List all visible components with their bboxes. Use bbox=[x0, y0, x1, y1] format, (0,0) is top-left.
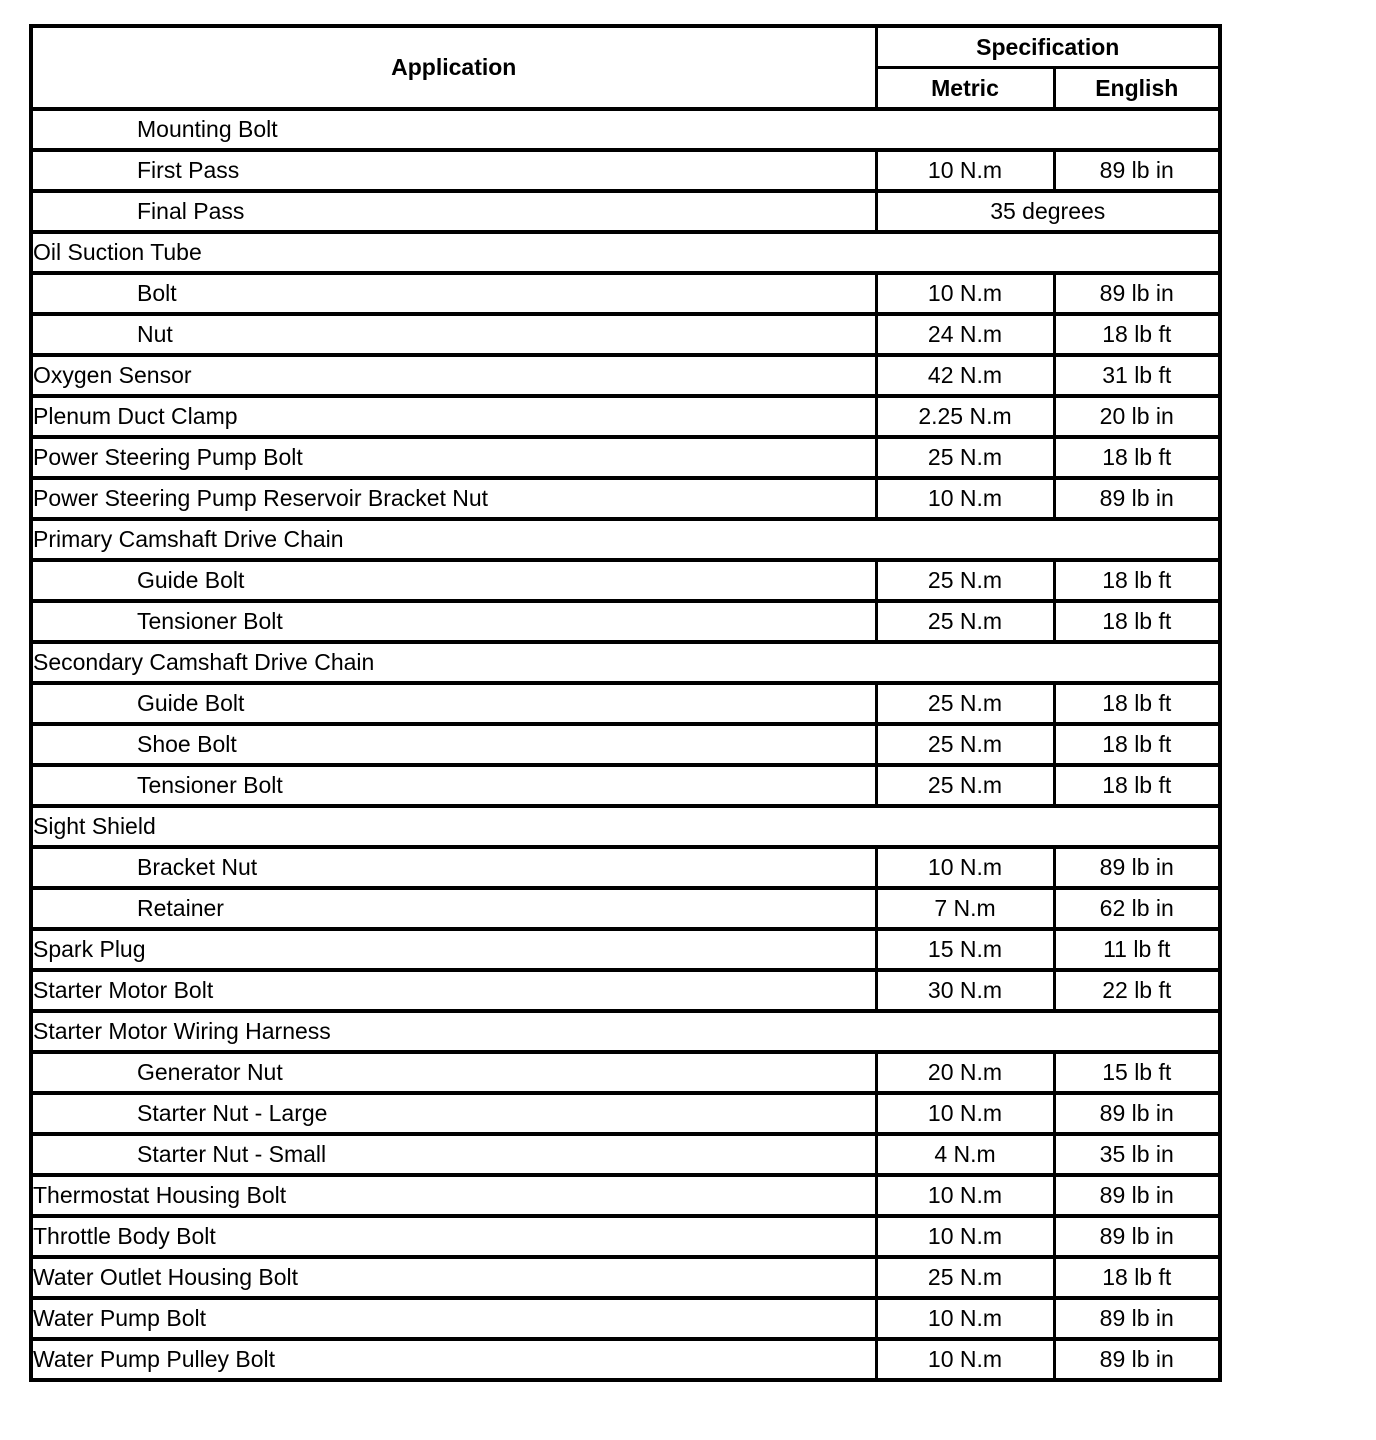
english-cell: 89 lb in bbox=[1054, 1339, 1220, 1380]
table-header bbox=[31, 26, 1220, 109]
table-row bbox=[31, 847, 1220, 888]
application-cell: Starter Motor Wiring Harness bbox=[31, 1011, 1220, 1052]
english-cell: 89 lb in bbox=[1054, 478, 1220, 519]
application-cell: Bracket Nut bbox=[31, 847, 876, 888]
english-cell: 15 lb ft bbox=[1054, 1052, 1220, 1093]
table-row bbox=[31, 724, 1220, 765]
specification-cell: 35 degrees bbox=[876, 191, 1220, 232]
metric-cell: 25 N.m bbox=[876, 560, 1054, 601]
table-row bbox=[31, 191, 1220, 232]
table-row bbox=[31, 314, 1220, 355]
table-body bbox=[31, 109, 1220, 1380]
application-cell: Generator Nut bbox=[31, 1052, 876, 1093]
application-cell: Thermostat Housing Bolt bbox=[31, 1175, 876, 1216]
table-row bbox=[31, 888, 1220, 929]
english-cell: 89 lb in bbox=[1054, 150, 1220, 191]
table-row bbox=[31, 601, 1220, 642]
metric-cell: 10 N.m bbox=[876, 478, 1054, 519]
application-cell: Oxygen Sensor bbox=[31, 355, 876, 396]
english-cell: 18 lb ft bbox=[1054, 765, 1220, 806]
application-cell: Guide Bolt bbox=[31, 683, 876, 724]
table-row bbox=[31, 683, 1220, 724]
metric-cell: 7 N.m bbox=[876, 888, 1054, 929]
metric-cell: 25 N.m bbox=[876, 683, 1054, 724]
table-row bbox=[31, 232, 1220, 273]
application-cell: Water Pump Bolt bbox=[31, 1298, 876, 1339]
metric-cell: 15 N.m bbox=[876, 929, 1054, 970]
english-cell: 18 lb ft bbox=[1054, 437, 1220, 478]
metric-cell: 4 N.m bbox=[876, 1134, 1054, 1175]
english-cell: 22 lb ft bbox=[1054, 970, 1220, 1011]
application-cell: Mounting Bolt bbox=[31, 109, 1220, 150]
english-cell: 18 lb ft bbox=[1054, 314, 1220, 355]
application-cell: Starter Nut - Small bbox=[31, 1134, 876, 1175]
english-cell: 18 lb ft bbox=[1054, 560, 1220, 601]
application-cell: Water Outlet Housing Bolt bbox=[31, 1257, 876, 1298]
metric-cell: 20 N.m bbox=[876, 1052, 1054, 1093]
english-cell: 89 lb in bbox=[1054, 273, 1220, 314]
table-row bbox=[31, 1134, 1220, 1175]
table-row bbox=[31, 273, 1220, 314]
application-cell: First Pass bbox=[31, 150, 876, 191]
table-row bbox=[31, 1175, 1220, 1216]
table-row bbox=[31, 806, 1220, 847]
table-row bbox=[31, 929, 1220, 970]
english-cell: 18 lb ft bbox=[1054, 1257, 1220, 1298]
table-row bbox=[31, 1257, 1220, 1298]
table-row bbox=[31, 519, 1220, 560]
application-cell: Power Steering Pump Bolt bbox=[31, 437, 876, 478]
application-cell: Primary Camshaft Drive Chain bbox=[31, 519, 1220, 560]
english-cell: 89 lb in bbox=[1054, 1175, 1220, 1216]
application-cell: Guide Bolt bbox=[31, 560, 876, 601]
application-cell: Starter Nut - Large bbox=[31, 1093, 876, 1134]
metric-header: Metric bbox=[876, 68, 1054, 110]
table-row bbox=[31, 1011, 1220, 1052]
table-row bbox=[31, 1093, 1220, 1134]
table-row bbox=[31, 765, 1220, 806]
metric-cell: 10 N.m bbox=[876, 1339, 1054, 1380]
application-cell: Retainer bbox=[31, 888, 876, 929]
table-row bbox=[31, 1339, 1220, 1380]
table-row bbox=[31, 150, 1220, 191]
metric-cell: 30 N.m bbox=[876, 970, 1054, 1011]
metric-cell: 25 N.m bbox=[876, 724, 1054, 765]
table-row bbox=[31, 970, 1220, 1011]
metric-cell: 10 N.m bbox=[876, 273, 1054, 314]
english-header: English bbox=[1054, 68, 1220, 110]
metric-cell: 25 N.m bbox=[876, 601, 1054, 642]
metric-cell: 25 N.m bbox=[876, 1257, 1054, 1298]
table-row bbox=[31, 396, 1220, 437]
application-cell: Bolt bbox=[31, 273, 876, 314]
table-row bbox=[31, 642, 1220, 683]
application-cell: Starter Motor Bolt bbox=[31, 970, 876, 1011]
application-cell: Tensioner Bolt bbox=[31, 765, 876, 806]
metric-cell: 25 N.m bbox=[876, 437, 1054, 478]
english-cell: 20 lb in bbox=[1054, 396, 1220, 437]
application-cell: Final Pass bbox=[31, 191, 876, 232]
metric-cell: 10 N.m bbox=[876, 1093, 1054, 1134]
metric-cell: 10 N.m bbox=[876, 1175, 1054, 1216]
metric-cell: 25 N.m bbox=[876, 765, 1054, 806]
table-row bbox=[31, 478, 1220, 519]
metric-cell: 10 N.m bbox=[876, 847, 1054, 888]
application-cell: Water Pump Pulley Bolt bbox=[31, 1339, 876, 1380]
metric-cell: 10 N.m bbox=[876, 150, 1054, 191]
application-cell: Secondary Camshaft Drive Chain bbox=[31, 642, 1220, 683]
english-cell: 35 lb in bbox=[1054, 1134, 1220, 1175]
application-cell: Spark Plug bbox=[31, 929, 876, 970]
specification-header: Specification bbox=[876, 26, 1220, 68]
table-row bbox=[31, 109, 1220, 150]
metric-cell: 42 N.m bbox=[876, 355, 1054, 396]
application-cell: Oil Suction Tube bbox=[31, 232, 1220, 273]
metric-cell: 2.25 N.m bbox=[876, 396, 1054, 437]
application-cell: Shoe Bolt bbox=[31, 724, 876, 765]
application-cell: Tensioner Bolt bbox=[31, 601, 876, 642]
metric-cell: 10 N.m bbox=[876, 1298, 1054, 1339]
application-header: Application bbox=[31, 26, 876, 109]
table-row bbox=[31, 355, 1220, 396]
english-cell: 89 lb in bbox=[1054, 847, 1220, 888]
application-cell: Plenum Duct Clamp bbox=[31, 396, 876, 437]
table-row bbox=[31, 1052, 1220, 1093]
application-cell: Throttle Body Bolt bbox=[31, 1216, 876, 1257]
table-row bbox=[31, 1298, 1220, 1339]
table-row bbox=[31, 560, 1220, 601]
torque-spec-table bbox=[29, 24, 1222, 1382]
table-row bbox=[31, 437, 1220, 478]
english-cell: 89 lb in bbox=[1054, 1216, 1220, 1257]
metric-cell: 24 N.m bbox=[876, 314, 1054, 355]
english-cell: 18 lb ft bbox=[1054, 683, 1220, 724]
english-cell: 11 lb ft bbox=[1054, 929, 1220, 970]
application-cell: Sight Shield bbox=[31, 806, 1220, 847]
english-cell: 89 lb in bbox=[1054, 1093, 1220, 1134]
english-cell: 18 lb ft bbox=[1054, 601, 1220, 642]
english-cell: 31 lb ft bbox=[1054, 355, 1220, 396]
application-cell: Power Steering Pump Reservoir Bracket Nut bbox=[31, 478, 876, 519]
english-cell: 18 lb ft bbox=[1054, 724, 1220, 765]
english-cell: 62 lb in bbox=[1054, 888, 1220, 929]
metric-cell: 10 N.m bbox=[876, 1216, 1054, 1257]
english-cell: 89 lb in bbox=[1054, 1298, 1220, 1339]
application-cell: Nut bbox=[31, 314, 876, 355]
table-row bbox=[31, 1216, 1220, 1257]
